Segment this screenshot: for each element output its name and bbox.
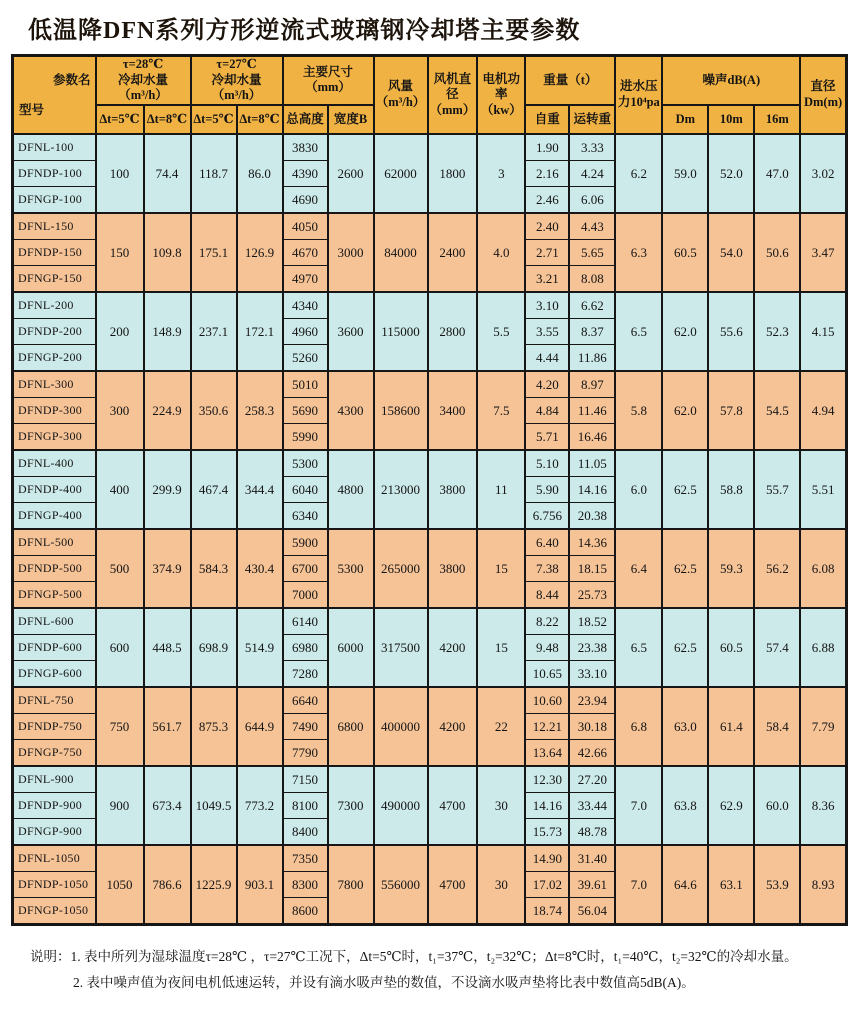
- cell-total-height: 3830: [283, 134, 328, 161]
- cell-model: DFNDP-300: [13, 397, 96, 423]
- cell-flow: 344.4: [237, 450, 283, 529]
- cell-pressure: 6.5: [615, 292, 662, 371]
- cell-noise: 64.6: [662, 845, 708, 925]
- cell-noise: 62.0: [662, 371, 708, 450]
- cell-total-height: 4970: [283, 265, 328, 292]
- cell-flow: 1049.5: [191, 766, 237, 845]
- cell-flow: 448.5: [144, 608, 191, 687]
- cell-total-height: 5010: [283, 371, 328, 398]
- cell-self-weight: 10.60: [525, 687, 569, 714]
- cell-fan-diameter: 3800: [428, 529, 478, 608]
- cell-flow: 100: [96, 134, 144, 213]
- cell-fan-diameter: 4200: [428, 608, 478, 687]
- cell-model: DFNDP-100: [13, 160, 96, 186]
- table-row: [13, 845, 847, 872]
- cell-model: DFNDP-750: [13, 713, 96, 739]
- cell-total-height: 8100: [283, 792, 328, 818]
- note-line-1: [30, 944, 850, 970]
- cell-run-weight: 18.15: [569, 555, 615, 581]
- header-flow-28: τ=28℃ 冷却水量（m³/h）: [96, 56, 191, 105]
- subheader-dt8-27: Δt=8℃: [237, 105, 283, 134]
- cell-run-weight: 14.16: [569, 476, 615, 502]
- cell-fan-diameter: 4700: [428, 766, 478, 845]
- note-line-2: [73, 970, 850, 996]
- cell-flow: 600: [96, 608, 144, 687]
- cell-run-weight: 48.78: [569, 818, 615, 845]
- cell-diameter: 6.88: [800, 608, 846, 687]
- cell-flow: 400: [96, 450, 144, 529]
- cell-fan-diameter: 2400: [428, 213, 478, 292]
- table-row: [13, 134, 847, 161]
- table-row: [13, 450, 847, 477]
- cell-self-weight: 12.30: [525, 766, 569, 793]
- cell-run-weight: 8.37: [569, 318, 615, 344]
- cell-width-b: 4300: [328, 371, 374, 450]
- cell-model: DFNGP-100: [13, 186, 96, 213]
- cell-self-weight: 2.46: [525, 186, 569, 213]
- cell-run-weight: 25.73: [569, 581, 615, 608]
- cell-diameter: 4.94: [800, 371, 846, 450]
- cell-model: DFNDP-900: [13, 792, 96, 818]
- cell-self-weight: 5.71: [525, 423, 569, 450]
- table-row: [13, 529, 847, 556]
- cell-noise: 47.0: [754, 134, 800, 213]
- cell-model: DFNDP-600: [13, 634, 96, 660]
- header-fan-diameter: 风机直径（mm）: [428, 56, 478, 134]
- cell-model: DFNL-750: [13, 687, 96, 714]
- cell-self-weight: 2.16: [525, 160, 569, 186]
- cell-total-height: 6140: [283, 608, 328, 635]
- cell-total-height: 4690: [283, 186, 328, 213]
- cell-noise: 59.3: [708, 529, 754, 608]
- cell-self-weight: 15.73: [525, 818, 569, 845]
- cell-noise: 53.9: [754, 845, 800, 925]
- cell-self-weight: 9.48: [525, 634, 569, 660]
- cell-self-weight: 7.38: [525, 555, 569, 581]
- cell-run-weight: 14.36: [569, 529, 615, 556]
- header-airflow: 风量（m³/h）: [374, 56, 428, 134]
- cell-noise: 57.4: [754, 608, 800, 687]
- cell-total-height: 7790: [283, 739, 328, 766]
- cell-self-weight: 4.84: [525, 397, 569, 423]
- table-row: [13, 608, 847, 635]
- subheader-dt8-28: Δt=8℃: [144, 105, 191, 134]
- cell-motor-power: 30: [477, 766, 525, 845]
- cell-flow: 150: [96, 213, 144, 292]
- cell-run-weight: 11.46: [569, 397, 615, 423]
- cell-run-weight: 16.46: [569, 423, 615, 450]
- cell-self-weight: 8.22: [525, 608, 569, 635]
- cell-motor-power: 22: [477, 687, 525, 766]
- cell-flow: 584.3: [191, 529, 237, 608]
- cell-flow: 258.3: [237, 371, 283, 450]
- cell-airflow: 213000: [374, 450, 428, 529]
- cell-width-b: 4800: [328, 450, 374, 529]
- cell-model: DFNDP-150: [13, 239, 96, 265]
- cell-flow: 175.1: [191, 213, 237, 292]
- cell-total-height: 8300: [283, 871, 328, 897]
- cell-model: DFNL-200: [13, 292, 96, 319]
- cell-total-height: 5260: [283, 344, 328, 371]
- cell-fan-diameter: 4700: [428, 845, 478, 925]
- cell-model: DFNL-1050: [13, 845, 96, 872]
- cell-total-height: 4390: [283, 160, 328, 186]
- cell-noise: 62.5: [662, 450, 708, 529]
- note-text-1: 1. 表中所列为湿球温度τ=28℃ ，τ=27℃工况下，Δt=5℃时，t₁=37℃，t₂=32℃；Δt=8℃时，t₁=40℃，t₂=32℃的冷却水量。: [70, 948, 798, 964]
- cell-pressure: 6.4: [615, 529, 662, 608]
- cell-airflow: 265000: [374, 529, 428, 608]
- cell-pressure: 6.8: [615, 687, 662, 766]
- cell-flow: 1050: [96, 845, 144, 925]
- cell-noise: 52.0: [708, 134, 754, 213]
- cell-self-weight: 18.74: [525, 897, 569, 924]
- cell-total-height: 6980: [283, 634, 328, 660]
- cell-self-weight: 2.71: [525, 239, 569, 265]
- cell-airflow: 556000: [374, 845, 428, 925]
- cell-noise: 57.8: [708, 371, 754, 450]
- cell-flow: 786.6: [144, 845, 191, 925]
- cell-flow: 74.4: [144, 134, 191, 213]
- cell-motor-power: 30: [477, 845, 525, 925]
- corner-label-parameter: 参数名: [52, 73, 91, 87]
- cell-diameter: 7.79: [800, 687, 846, 766]
- cell-flow: 126.9: [237, 213, 283, 292]
- cell-flow: 773.2: [237, 766, 283, 845]
- cell-noise: 62.5: [662, 608, 708, 687]
- cell-noise: 54.0: [708, 213, 754, 292]
- cell-fan-diameter: 4200: [428, 687, 478, 766]
- cell-width-b: 3600: [328, 292, 374, 371]
- cell-noise: 55.6: [708, 292, 754, 371]
- cell-run-weight: 5.65: [569, 239, 615, 265]
- cell-width-b: 5300: [328, 529, 374, 608]
- cell-flow: 224.9: [144, 371, 191, 450]
- cell-noise: 59.0: [662, 134, 708, 213]
- notes-label: 说明：: [30, 948, 71, 964]
- cell-motor-power: 11: [477, 450, 525, 529]
- cell-flow: 350.6: [191, 371, 237, 450]
- table-row: [13, 213, 847, 240]
- cell-pressure: 5.8: [615, 371, 662, 450]
- cell-total-height: 4050: [283, 213, 328, 240]
- cell-model: DFNL-100: [13, 134, 96, 161]
- cell-total-height: 4960: [283, 318, 328, 344]
- cell-flow: 299.9: [144, 450, 191, 529]
- header-diameter: 直径 Dm(m): [800, 56, 846, 134]
- cell-self-weight: 10.65: [525, 660, 569, 687]
- cell-model: DFNGP-1050: [13, 897, 96, 924]
- table-row: [13, 292, 847, 319]
- cell-run-weight: 30.18: [569, 713, 615, 739]
- cell-motor-power: 7.5: [477, 371, 525, 450]
- cell-pressure: 6.5: [615, 608, 662, 687]
- cell-width-b: 3000: [328, 213, 374, 292]
- cell-flow: 673.4: [144, 766, 191, 845]
- cell-model: DFNGP-750: [13, 739, 96, 766]
- cell-noise: 58.4: [754, 687, 800, 766]
- subheader-noise-10m: 10m: [708, 105, 754, 134]
- cell-self-weight: 12.21: [525, 713, 569, 739]
- cell-run-weight: 27.20: [569, 766, 615, 793]
- cell-airflow: 115000: [374, 292, 428, 371]
- cell-motor-power: 5.5: [477, 292, 525, 371]
- cell-flow: 900: [96, 766, 144, 845]
- cell-total-height: 6040: [283, 476, 328, 502]
- note-text-2: 2. 表中噪声值为夜间电机低速运转，并设有滴水吸声垫的数值，不设滴水吸声垫将比表中数值高5dB(A)。: [73, 974, 695, 990]
- cell-self-weight: 3.10: [525, 292, 569, 319]
- cell-width-b: 7300: [328, 766, 374, 845]
- cell-airflow: 400000: [374, 687, 428, 766]
- cell-flow: 172.1: [237, 292, 283, 371]
- cell-noise: 62.5: [662, 529, 708, 608]
- cell-total-height: 5690: [283, 397, 328, 423]
- cell-total-height: 5900: [283, 529, 328, 556]
- cell-noise: 50.6: [754, 213, 800, 292]
- cell-run-weight: 20.38: [569, 502, 615, 529]
- cell-self-weight: 6.40: [525, 529, 569, 556]
- cell-total-height: 8400: [283, 818, 328, 845]
- cell-flow: 644.9: [237, 687, 283, 766]
- cell-model: DFNGP-500: [13, 581, 96, 608]
- cell-self-weight: 14.16: [525, 792, 569, 818]
- cell-model: DFNL-300: [13, 371, 96, 398]
- header-inlet-pressure: 进水压力10⁴pa: [615, 56, 662, 134]
- cell-run-weight: 23.94: [569, 687, 615, 714]
- cell-self-weight: 2.40: [525, 213, 569, 240]
- subheader-total-height: 总高度: [283, 105, 328, 134]
- cell-flow: 118.7: [191, 134, 237, 213]
- cell-flow: 467.4: [191, 450, 237, 529]
- cell-noise: 62.9: [708, 766, 754, 845]
- cell-run-weight: 4.24: [569, 160, 615, 186]
- cell-total-height: 7350: [283, 845, 328, 872]
- cell-run-weight: 3.33: [569, 134, 615, 161]
- cell-run-weight: 18.52: [569, 608, 615, 635]
- cell-motor-power: 15: [477, 529, 525, 608]
- header-motor-power: 电机功率（kw）: [477, 56, 525, 134]
- cell-run-weight: 33.44: [569, 792, 615, 818]
- cell-run-weight: 8.08: [569, 265, 615, 292]
- cell-flow: 903.1: [237, 845, 283, 925]
- cell-total-height: 7280: [283, 660, 328, 687]
- cell-model: DFNGP-600: [13, 660, 96, 687]
- cell-total-height: 6700: [283, 555, 328, 581]
- cell-model: DFNGP-900: [13, 818, 96, 845]
- cell-flow: 148.9: [144, 292, 191, 371]
- cell-model: DFNGP-300: [13, 423, 96, 450]
- corner-label-model: 型号: [19, 103, 45, 118]
- cell-airflow: 62000: [374, 134, 428, 213]
- cell-run-weight: 39.61: [569, 871, 615, 897]
- cell-self-weight: 13.64: [525, 739, 569, 766]
- cell-model: DFNDP-400: [13, 476, 96, 502]
- cell-total-height: 4670: [283, 239, 328, 265]
- cell-pressure: 6.0: [615, 450, 662, 529]
- table-row: [13, 687, 847, 714]
- cell-noise: 63.8: [662, 766, 708, 845]
- cell-self-weight: 3.21: [525, 265, 569, 292]
- cell-noise: 54.5: [754, 371, 800, 450]
- cell-model: DFNL-600: [13, 608, 96, 635]
- cell-diameter: 3.47: [800, 213, 846, 292]
- table-row: [13, 371, 847, 398]
- cell-flow: 875.3: [191, 687, 237, 766]
- cell-noise: 56.2: [754, 529, 800, 608]
- cell-pressure: 6.3: [615, 213, 662, 292]
- cell-noise: 60.5: [662, 213, 708, 292]
- subheader-dt5-28: Δt=5℃: [96, 105, 144, 134]
- cell-self-weight: 4.44: [525, 344, 569, 371]
- subheader-noise-16m: 16m: [754, 105, 800, 134]
- cell-total-height: 5300: [283, 450, 328, 477]
- cell-width-b: 2600: [328, 134, 374, 213]
- notes: [30, 944, 850, 995]
- cell-self-weight: 8.44: [525, 581, 569, 608]
- cell-noise: 58.8: [708, 450, 754, 529]
- cell-noise: 52.3: [754, 292, 800, 371]
- cell-model: DFNGP-400: [13, 502, 96, 529]
- cell-diameter: 3.02: [800, 134, 846, 213]
- cell-flow: 1225.9: [191, 845, 237, 925]
- cell-motor-power: 15: [477, 608, 525, 687]
- cell-diameter: 8.36: [800, 766, 846, 845]
- table-row: [13, 766, 847, 793]
- cell-flow: 237.1: [191, 292, 237, 371]
- parameters-table: [11, 54, 848, 926]
- cell-total-height: 6640: [283, 687, 328, 714]
- table-body: [13, 134, 847, 925]
- cell-model: DFNDP-500: [13, 555, 96, 581]
- cell-total-height: 7490: [283, 713, 328, 739]
- cell-flow: 561.7: [144, 687, 191, 766]
- cell-flow: 109.8: [144, 213, 191, 292]
- subheader-run-weight: 运转重: [569, 105, 615, 134]
- cell-airflow: 490000: [374, 766, 428, 845]
- subheader-noise-dm: Dm: [662, 105, 708, 134]
- cell-run-weight: 4.43: [569, 213, 615, 240]
- cell-flow: 200: [96, 292, 144, 371]
- cell-noise: 60.0: [754, 766, 800, 845]
- page-title: 低温降DFN系列方形逆流式玻璃钢冷却塔主要参数: [28, 18, 581, 44]
- cell-total-height: 7000: [283, 581, 328, 608]
- cell-pressure: 7.0: [615, 766, 662, 845]
- cell-run-weight: 8.97: [569, 371, 615, 398]
- cell-total-height: 7150: [283, 766, 328, 793]
- cell-total-height: 8600: [283, 897, 328, 924]
- cell-run-weight: 33.10: [569, 660, 615, 687]
- cell-run-weight: 6.62: [569, 292, 615, 319]
- subheader-self-weight: 自重: [525, 105, 569, 134]
- cell-self-weight: 5.90: [525, 476, 569, 502]
- cell-noise: 55.7: [754, 450, 800, 529]
- cell-noise: 63.1: [708, 845, 754, 925]
- cell-flow: 750: [96, 687, 144, 766]
- cell-diameter: 4.15: [800, 292, 846, 371]
- subheader-width-b: 宽度B: [328, 105, 374, 134]
- cell-run-weight: 42.66: [569, 739, 615, 766]
- subheader-dt5-27: Δt=5℃: [191, 105, 237, 134]
- cell-noise: 62.0: [662, 292, 708, 371]
- cell-model: DFNL-900: [13, 766, 96, 793]
- cell-flow: 430.4: [237, 529, 283, 608]
- cell-run-weight: 56.04: [569, 897, 615, 924]
- cell-pressure: 7.0: [615, 845, 662, 925]
- cell-self-weight: 5.10: [525, 450, 569, 477]
- cell-total-height: 6340: [283, 502, 328, 529]
- cell-run-weight: 6.06: [569, 186, 615, 213]
- cell-model: DFNL-150: [13, 213, 96, 240]
- cell-airflow: 84000: [374, 213, 428, 292]
- cell-self-weight: 17.02: [525, 871, 569, 897]
- cell-self-weight: 4.20: [525, 371, 569, 398]
- cell-flow: 374.9: [144, 529, 191, 608]
- cell-motor-power: 3: [477, 134, 525, 213]
- cell-airflow: 317500: [374, 608, 428, 687]
- cell-run-weight: 23.38: [569, 634, 615, 660]
- cell-noise: 63.0: [662, 687, 708, 766]
- corner-header-cell: [13, 56, 96, 134]
- cell-flow: 500: [96, 529, 144, 608]
- cell-run-weight: 31.40: [569, 845, 615, 872]
- cell-self-weight: 6.756: [525, 502, 569, 529]
- cell-diameter: 6.08: [800, 529, 846, 608]
- cell-flow: 300: [96, 371, 144, 450]
- cell-total-height: 4340: [283, 292, 328, 319]
- cell-model: DFNL-500: [13, 529, 96, 556]
- cell-noise: 60.5: [708, 608, 754, 687]
- cell-flow: 698.9: [191, 608, 237, 687]
- cell-width-b: 6000: [328, 608, 374, 687]
- header-flow-27: τ=27℃ 冷却水量（m³/h）: [191, 56, 283, 105]
- cell-diameter: 8.93: [800, 845, 846, 925]
- cell-model: DFNDP-200: [13, 318, 96, 344]
- cell-flow: 86.0: [237, 134, 283, 213]
- cell-noise: 61.4: [708, 687, 754, 766]
- header-weight: 重量（t）: [525, 56, 615, 105]
- cell-fan-diameter: 3800: [428, 450, 478, 529]
- header-main-size: 主要尺寸（mm）: [283, 56, 374, 105]
- cell-airflow: 158600: [374, 371, 428, 450]
- cell-run-weight: 11.86: [569, 344, 615, 371]
- cell-self-weight: 1.90: [525, 134, 569, 161]
- cell-pressure: 6.2: [615, 134, 662, 213]
- cell-diameter: 5.51: [800, 450, 846, 529]
- cell-total-height: 5990: [283, 423, 328, 450]
- cell-fan-diameter: 2800: [428, 292, 478, 371]
- cell-flow: 514.9: [237, 608, 283, 687]
- cell-run-weight: 11.05: [569, 450, 615, 477]
- cell-fan-diameter: 3400: [428, 371, 478, 450]
- cell-fan-diameter: 1800: [428, 134, 478, 213]
- header-noise: 噪声dB(A): [662, 56, 800, 105]
- cell-self-weight: 14.90: [525, 845, 569, 872]
- cell-model: DFNGP-200: [13, 344, 96, 371]
- cell-width-b: 7800: [328, 845, 374, 925]
- cell-model: DFNGP-150: [13, 265, 96, 292]
- cell-width-b: 6800: [328, 687, 374, 766]
- cell-self-weight: 3.55: [525, 318, 569, 344]
- cell-model: DFNDP-1050: [13, 871, 96, 897]
- cell-model: DFNL-400: [13, 450, 96, 477]
- cell-motor-power: 4.0: [477, 213, 525, 292]
